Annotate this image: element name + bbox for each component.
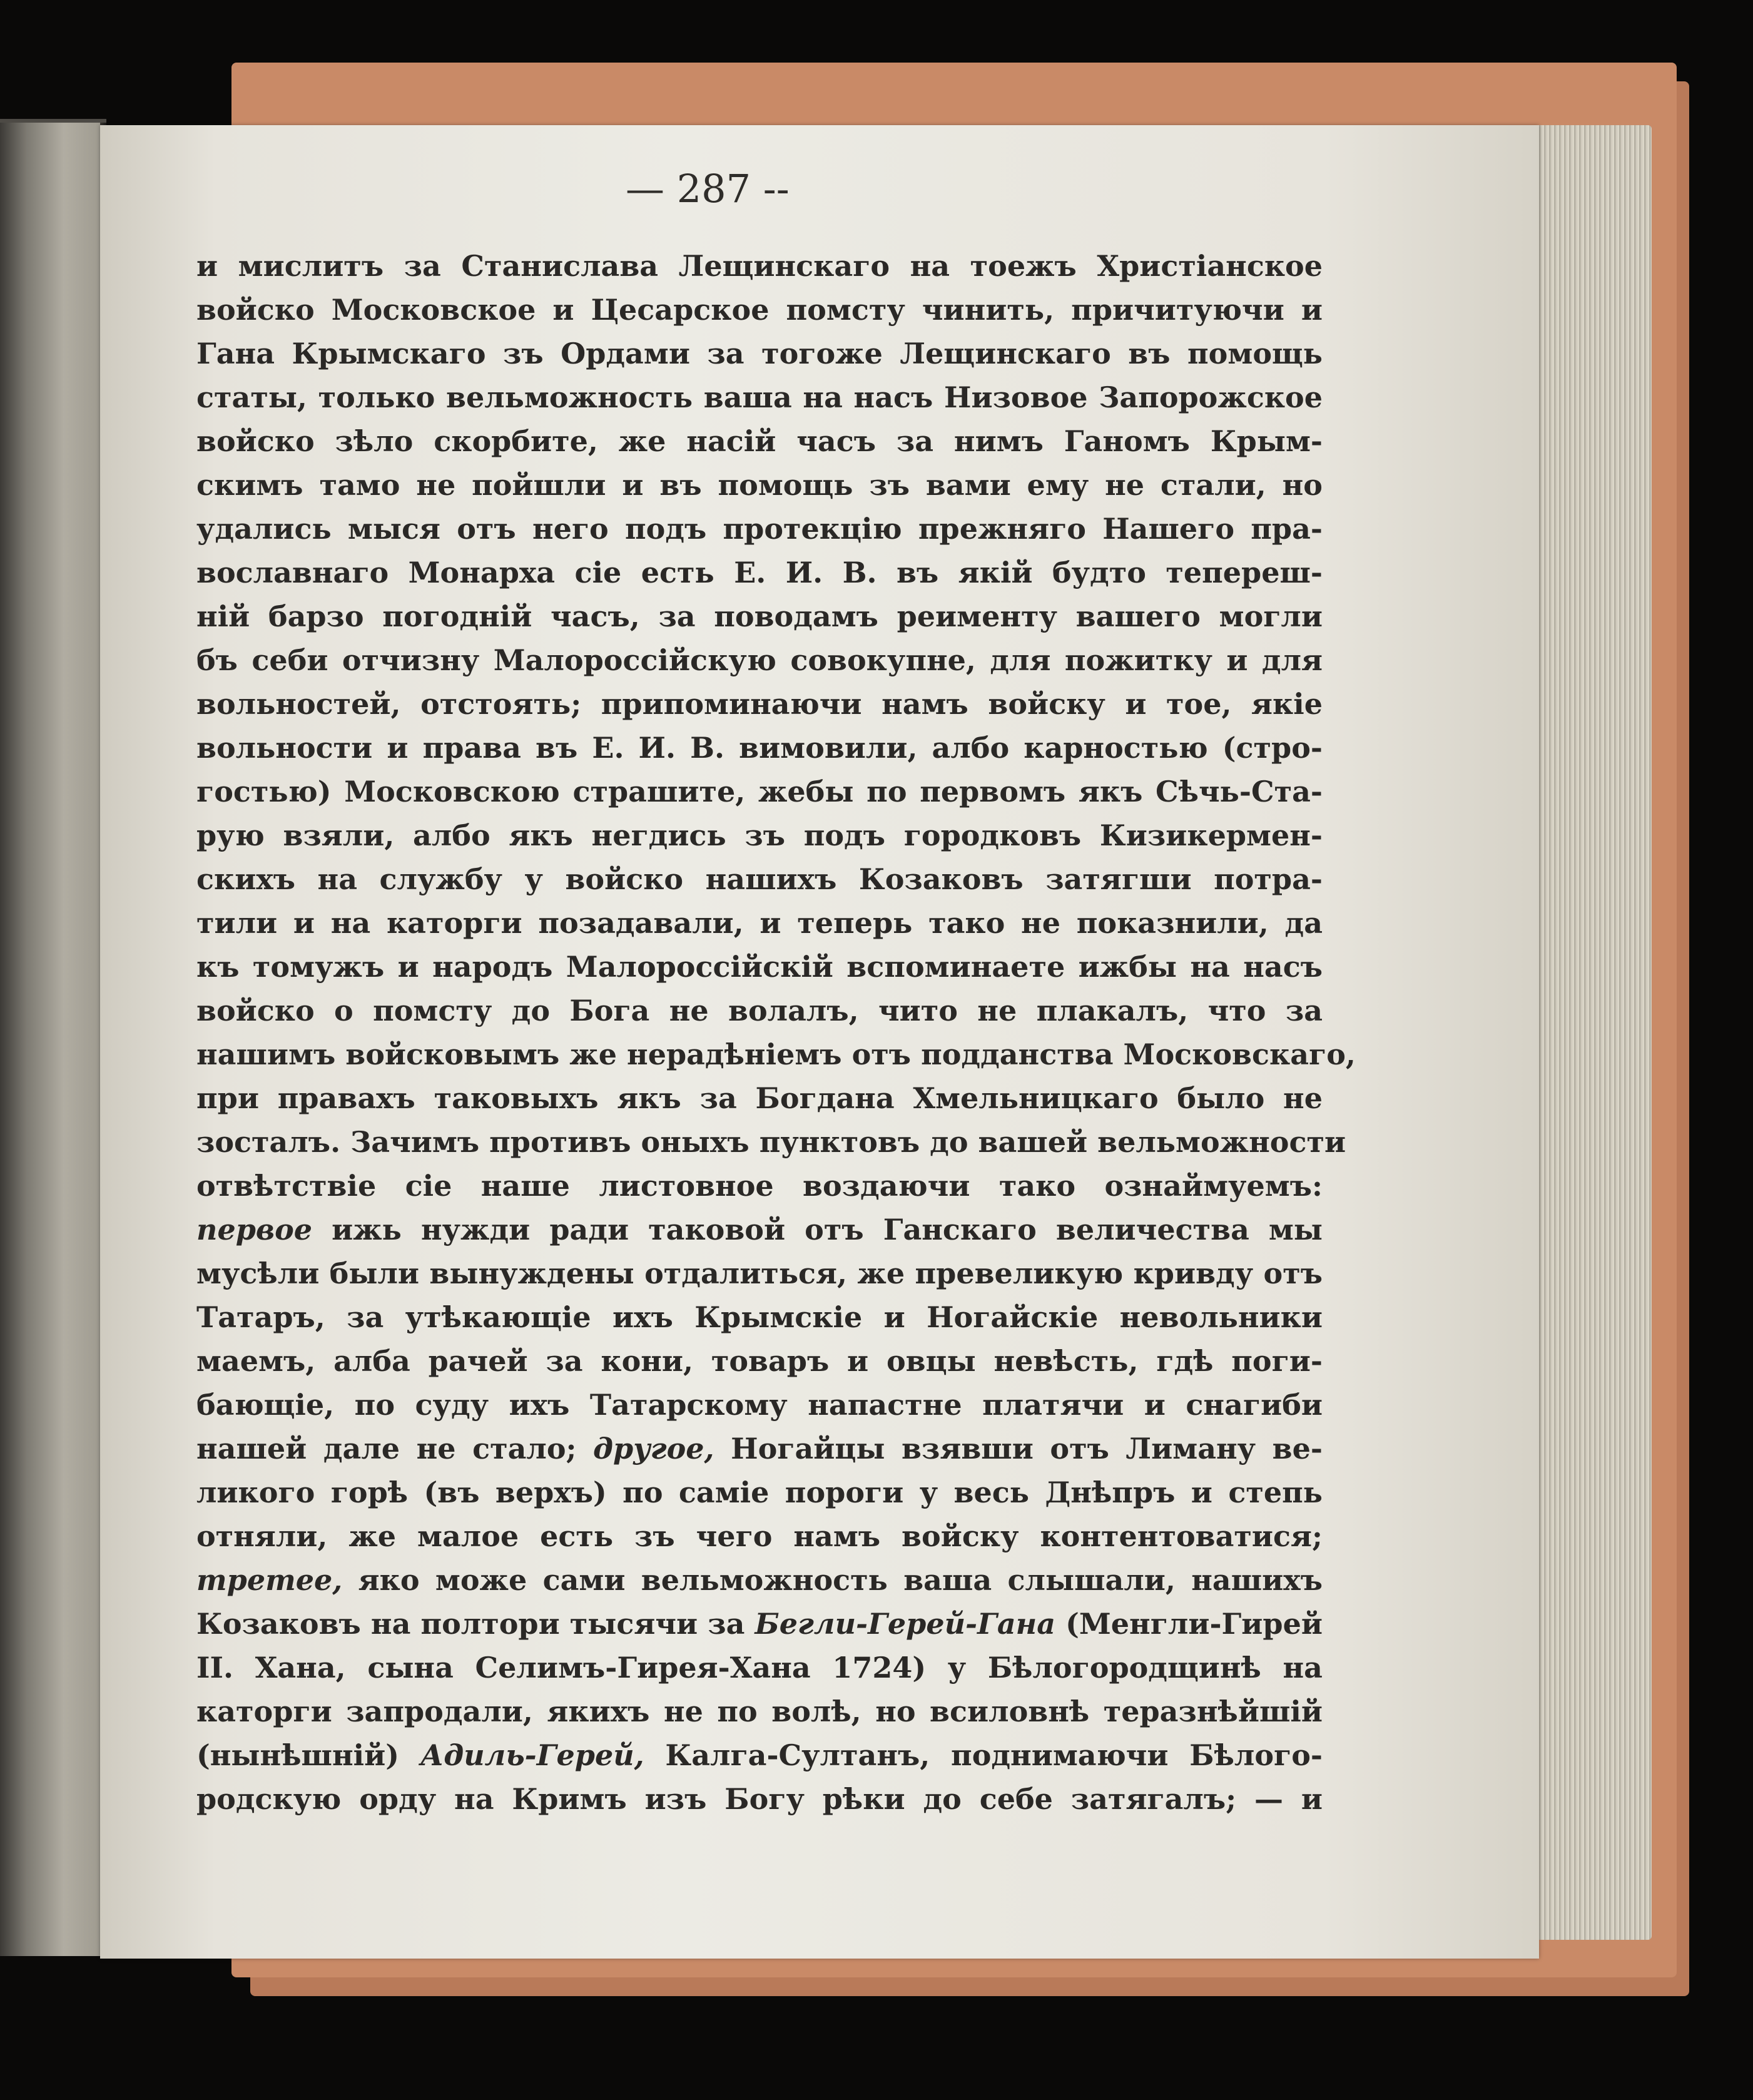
text-line: гостью) Московскою страшите, жебы по первомъ якъ Сѣчь-Ста- xyxy=(196,775,1323,808)
text-line: вольностей, отстоять; припоминаючи намъ войску и тое, якіе xyxy=(196,687,1323,721)
text-line: II. Хана, сына Селимъ-Гирея-Хана 1724) у Бѣлогородщинѣ на xyxy=(196,1651,1323,1685)
text-line: нашимъ войсковымъ же нерадѣніемъ отъ подданства Московскаго, xyxy=(196,1037,1356,1071)
text-line: отвѣтствіе сіе наше листовное воздаючи тако ознаймуемъ: xyxy=(196,1169,1323,1203)
text-line: ликого горѣ (въ верхъ) по саміе пороги у весь Днѣпръ и степь xyxy=(196,1476,1323,1509)
text-line: первое ижь нужди ради таковой отъ Ганскаго величества мы xyxy=(196,1213,1323,1246)
text-line: скимъ тамо не пойшли и въ помощь зъ вами ему не стали, но xyxy=(196,468,1323,502)
text-line: Козаковъ на полтори тысячи за Бегли-Герей-Гана (Менгли-Гирей xyxy=(196,1607,1323,1641)
text-line: каторги запродали, якихъ не по волѣ, но всиловнѣ теразнѣйшій xyxy=(196,1695,1323,1728)
text-line: войско Московское и Цесарское помсту чинить, причитуючи и xyxy=(196,293,1323,327)
left-page-edge xyxy=(0,119,106,1956)
text-line: (нынѣшній) Адиль-Герей, Калга-Султанъ, поднимаючи Бѣлого- xyxy=(196,1738,1323,1772)
text-line: нашей дале не стало; другое, Ногайцы взявши отъ Лиману ве- xyxy=(196,1432,1323,1465)
text-line: вольности и права въ Е. И. В. вимовили, албо карностью (стро- xyxy=(196,731,1323,765)
text-line: войско о помсту до Бога не волалъ, чито не плакалъ, что за xyxy=(196,994,1323,1027)
page-edges-stack xyxy=(1527,125,1652,1940)
text-line: мусѣли были вынуждены отдалиться, же превеликую кривду отъ xyxy=(196,1256,1323,1290)
text-line: при правахъ таковыхъ якъ за Богдана Хмельницкаго было не xyxy=(196,1081,1323,1115)
text-line: удались мыся отъ него подъ протекцію прежняго Нашего пра- xyxy=(196,512,1323,546)
text-line: и мислитъ за Станислава Лещинскаго на тоежъ Христіанское xyxy=(196,249,1323,283)
text-line: статы, только вельможность ваша на насъ Низовое Запорожское xyxy=(196,380,1323,414)
text-line: рую взяли, албо якъ негдись зъ подъ городковъ Кизикермен- xyxy=(196,818,1323,852)
italic-emphasis: Адиль-Герей, xyxy=(420,1738,644,1772)
page-number: — 287 -- xyxy=(626,166,790,212)
text-line: Гана Крымскаго зъ Ордами за тогоже Лещинскаго въ помощь xyxy=(196,337,1323,370)
text-line: маемъ, алба рачей за кони, товаръ и овцы невѣсть, гдѣ поги- xyxy=(196,1344,1323,1378)
text-line: родскую орду на Кримъ изъ Богу рѣки до себе затягалъ; — и xyxy=(196,1782,1323,1816)
text-line: къ томужъ и народъ Малороссійскій вспоминаете ижбы на насъ xyxy=(196,950,1323,984)
text-line: третее, яко може сами вельможность ваша слышали, нашихъ xyxy=(196,1563,1323,1597)
italic-emphasis: первое xyxy=(196,1213,313,1246)
italic-emphasis: третее, xyxy=(196,1563,343,1597)
text-line: тили и на каторги позадавали, и теперь тако не показнили, да xyxy=(196,906,1323,940)
text-line: Татаръ, за утѣкающіе ихъ Крымскіе и Ногайскіе невольники xyxy=(196,1300,1323,1334)
text-line: отняли, же малое есть зъ чего намъ войску контентоватися; xyxy=(196,1519,1323,1553)
text-line: зосталъ. Зачимъ противъ оныхъ пунктовъ до вашей вельможности xyxy=(196,1125,1346,1159)
page-body-text xyxy=(196,244,1356,1821)
text-line: бающіе, по суду ихъ Татарскому напастне платячи и снагиби xyxy=(196,1388,1323,1422)
italic-emphasis: Бегли-Герей-Гана xyxy=(755,1607,1056,1641)
italic-emphasis: другое, xyxy=(593,1432,714,1465)
text-line: бъ себи отчизну Малороссійскую совокупне, для пожитку и для xyxy=(196,643,1323,677)
text-line: скихъ на службу у войско нашихъ Козаковъ затягши потра- xyxy=(196,862,1323,896)
text-line: ній барзо погодній часъ, за поводамъ реименту вашего могли xyxy=(196,599,1323,633)
text-line: войско зѣло скорбите, же насій часъ за нимъ Ганомъ Крым- xyxy=(196,424,1323,458)
text-line: вославнаго Монарха сіе есть Е. И. В. въ якій будто тепереш- xyxy=(196,556,1323,589)
